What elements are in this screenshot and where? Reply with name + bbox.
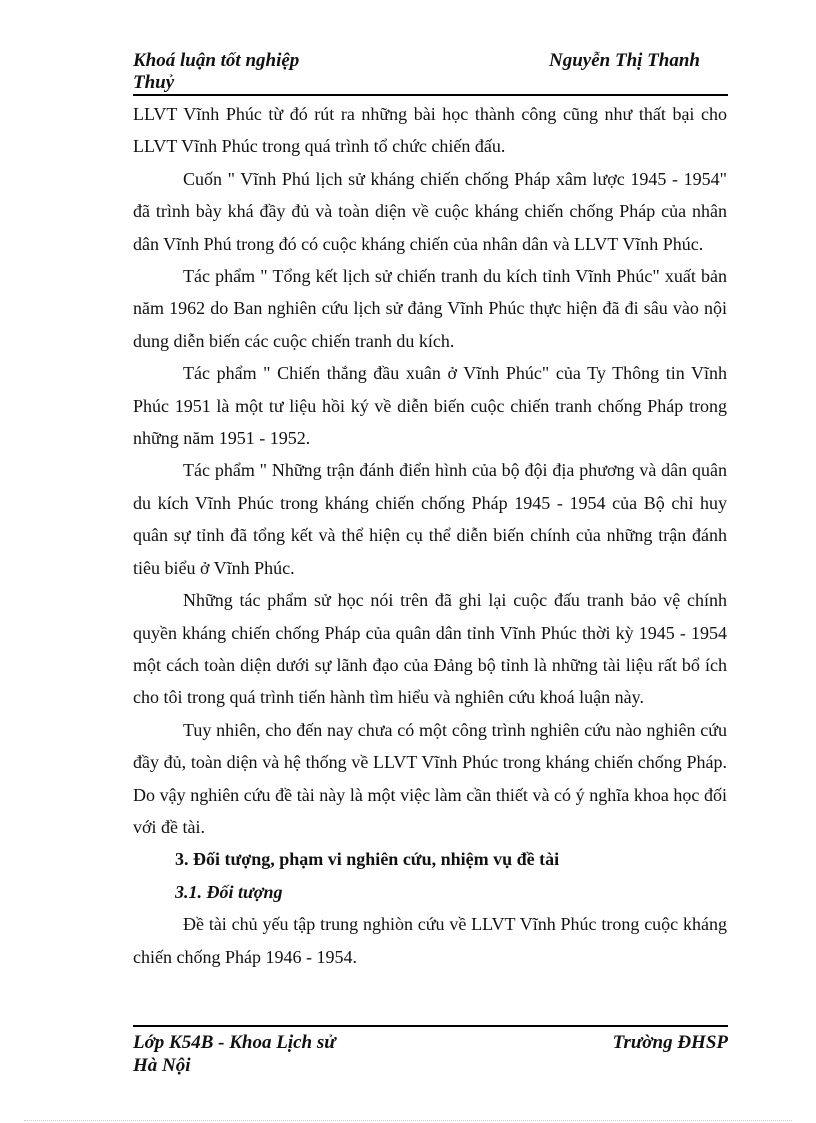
footer-university: Trường ĐHSP xyxy=(612,1032,728,1053)
paragraph: Tác phẩm " Chiến thắng đầu xuân ở Vĩnh Phúc" của Ty Thông tin Vĩnh Phúc 1951 là một tư liệu hồi ký về diễn biến cuộc chiến tranh chống Pháp trong những năm 1951 - 1952. xyxy=(133,363,727,449)
paragraph: Những tác phẩm sử học nói trên đã ghi lại cuộc đấu tranh bảo vệ chính quyền kháng chiến chống Pháp của quân dân tỉnh Vĩnh Phúc thời kỳ 1945 - 1954 một cách toàn diện dưới sự lãnh đạo của Đảng bộ tỉnh là những tài liệu rất bổ ích cho tôi trong quá trình tiến hành tìm hiểu và nghiên cứu khoá luận này. xyxy=(133,590,727,708)
paragraph: Cuốn " Vĩnh Phú lịch sử kháng chiến chống Pháp xâm lược 1945 - 1954" đã trình bày khá đầy đủ và toàn diện về cuộc kháng chiến chống Pháp của nhân dân Vĩnh Phú trong đó có cuộc kháng chiến của nhân dân và LLVT Vĩnh Phúc. xyxy=(133,168,727,254)
document-body xyxy=(133,98,727,973)
subsection-heading: 3.1. Đối tượng xyxy=(175,881,283,902)
paragraph: Tuy nhiên, cho đến nay chưa có một công trình nghiên cứu nào nghiên cứu đầy đủ, toàn diện và hệ thống về LLVT Vĩnh Phúc trong kháng chiến chống Pháp. Do vậy nghiên cứu đề tài này là một việc làm cần thiết và có ý nghĩa khoa học đối với đề tài. xyxy=(133,719,727,837)
page-bottom-edge xyxy=(24,1120,792,1121)
header-thesis-title: Khoá luận tốt nghiệp xyxy=(133,50,300,71)
header-rule xyxy=(133,94,728,96)
footer-class-department: Lớp K54B - Khoa Lịch sử xyxy=(133,1032,336,1053)
paragraph-continuation: LLVT Vĩnh Phúc từ đó rút ra những bài học thành công cũng như thất bại cho LLVT Vĩnh Phúc trong quá trình tổ chức chiến đấu. xyxy=(133,104,727,157)
paragraph: Đề tài chủ yếu tập trung nghiòn cứu về LLVT Vĩnh Phúc trong cuộc kháng chiến chống Pháp 1946 - 1954. xyxy=(133,914,727,967)
page-header xyxy=(133,50,728,94)
footer-city: Hà Nội xyxy=(133,1055,191,1076)
header-author-name-continued: Thuỷ xyxy=(133,72,175,93)
footer-rule xyxy=(133,1025,728,1027)
paragraph: Tác phẩm " Những trận đánh điển hình của bộ đội địa phương và dân quân du kích Vĩnh Phúc trong kháng chiến chống Pháp 1945 - 1954 của Bộ chỉ huy quân sự tỉnh đã tổng kết và thể hiện cụ thể diễn biến chính của những trận đánh tiêu biểu ở Vĩnh Phúc. xyxy=(133,460,727,578)
section-heading: 3. Đối tượng, phạm vi nghiên cứu, nhiệm vụ đề tài xyxy=(175,849,560,870)
page-footer xyxy=(133,1031,728,1077)
header-author-name: Nguyễn Thị Thanh xyxy=(549,50,700,71)
paragraph: Tác phẩm " Tổng kết lịch sử chiến tranh du kích tỉnh Vĩnh Phúc" xuất bản năm 1962 do Ban nghiên cứu lịch sử đảng Vĩnh Phúc thực hiện đã đi sâu vào nội dung diễn biến các cuộc chiến tranh du kích. xyxy=(133,266,727,351)
